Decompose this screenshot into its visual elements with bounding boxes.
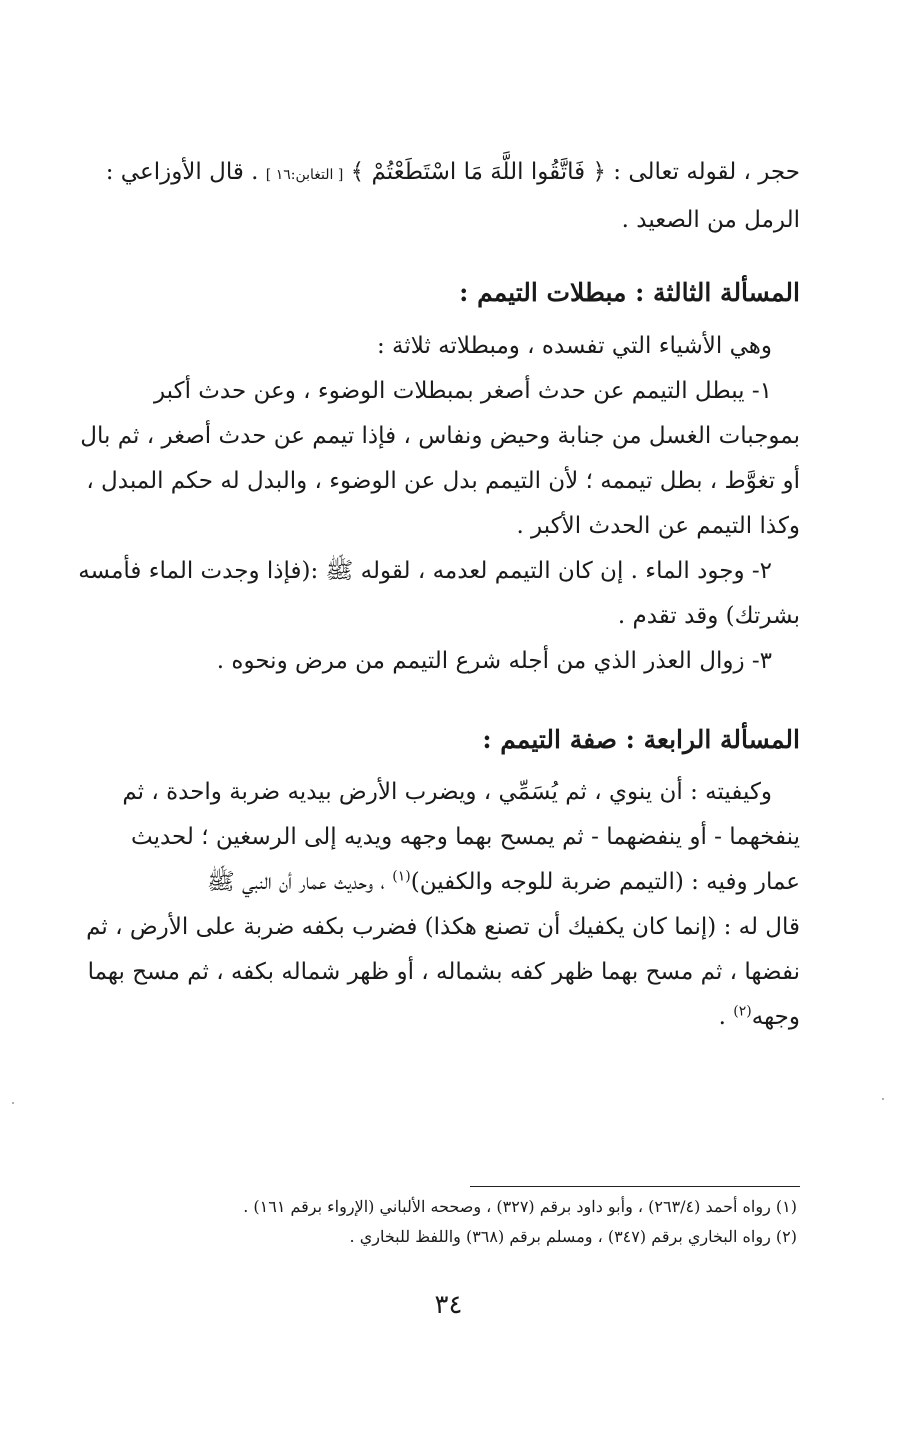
- section-4-heading: المسألة الرابعة : صفة التيمم :: [482, 725, 800, 754]
- footnote-1: (١) رواه أحمد (٢٦٣/٤) ، وأبو داود برقم (٣٢٧) ، وصححه الألباني (الإرواء برقم ١٦١) .: [243, 1197, 797, 1216]
- section-4-line-3: [78, 860, 800, 905]
- scan-speck: [882, 1098, 884, 1100]
- hadith-text: عمار وفيه : (التيمم ضربة للوجه والكفين): [410, 869, 800, 895]
- intro-paragraph: [78, 150, 800, 243]
- section-3-line: بشرتك) وقد تقدم .: [617, 603, 800, 629]
- page-number: ٣٤: [434, 1290, 463, 1320]
- footnote-marker-1[interactable]: (١): [392, 868, 411, 885]
- section-3-body: [78, 324, 800, 684]
- section-3-line: ٣- زوال العذر الذي من أجله شرع التيمم من مرض ونحوه .: [216, 648, 772, 674]
- section-4-line-1: وكيفيته : أن ينوي ، ثم يُسَمِّي ، ويضرب الأرض بيديه ضربة واحدة ، ثم: [122, 779, 772, 805]
- closing-punctuation: .: [718, 1004, 734, 1030]
- footnote-marker-2[interactable]: (٢): [733, 1003, 752, 1020]
- intro-line-2: الرمل من الصعيد .: [621, 207, 800, 233]
- intro-line-1: [78, 150, 800, 198]
- section-4-body: [78, 770, 800, 1040]
- section-4-line-2: ينفخهما - أو ينفضهما - ثم يمسح بهما وجهه ويديه إلى الرسغين ؛ لحديث: [131, 824, 800, 850]
- footnotes: [97, 1192, 797, 1252]
- section-3-line: ٢- وجود الماء . إن كان التيمم لعدمه ، لقوله ﷺ :(فإذا وجدت الماء فأمسه: [78, 558, 772, 584]
- footnote-separator: [470, 1186, 800, 1187]
- intro-text-after: . قال الأوزاعي :: [105, 159, 266, 185]
- section-3-line: أو تغوَّط ، بطل تيممه ؛ لأن التيمم بدل عن الوضوء ، والبدل له حكم المبدل ،: [86, 468, 800, 494]
- section-3-line: وكذا التيمم عن الحدث الأكبر .: [516, 513, 800, 539]
- quran-reference: [ التغابن:١٦ ]: [265, 167, 344, 183]
- section-4-line-4: قال له : (إنما كان يكفيك أن تصنع هكذا) فضرب بكفه ضربة على الأرض ، ثم: [86, 914, 800, 940]
- scan-speck: [12, 1102, 14, 1104]
- closing-word: وجهه: [751, 1004, 800, 1030]
- section-3-heading: المسألة الثالثة : مبطلات التيمم :: [459, 278, 800, 307]
- section-4-line-5: نفضها ، ثم مسح بهما ظهر كفه بشماله ، أو ظهر شماله بكفه ، ثم مسح بهما: [87, 959, 800, 985]
- section-3-line: ١- يبطل التيمم عن حدث أصغر بمبطلات الوضوء ، وعن حدث أكبر: [153, 378, 772, 404]
- footnote-2: (٢) رواه البخاري برقم (٣٤٧) ، ومسلم برقم (٣٦٨) واللفظ للبخاري .: [349, 1227, 797, 1246]
- section-3-line: وهي الأشياء التي تفسده ، ومبطلاته ثلاثة :: [376, 333, 772, 359]
- section-4-line-6: [78, 995, 800, 1040]
- section-3-line: بموجبات الغسل من جنابة وحيض ونفاس ، فإذا تيمم عن حدث أصغر ، ثم بال: [80, 423, 800, 449]
- quran-verse: ﴿ فَاتَّقُوا اللَّهَ مَا اسْتَطَعْتُمْ ﴾: [350, 159, 606, 185]
- intro-text-before: حجر ، لقوله تعالى :: [605, 159, 800, 185]
- hadith-text-after: ، وحديث عمار أن النبي ﷺ: [206, 869, 393, 895]
